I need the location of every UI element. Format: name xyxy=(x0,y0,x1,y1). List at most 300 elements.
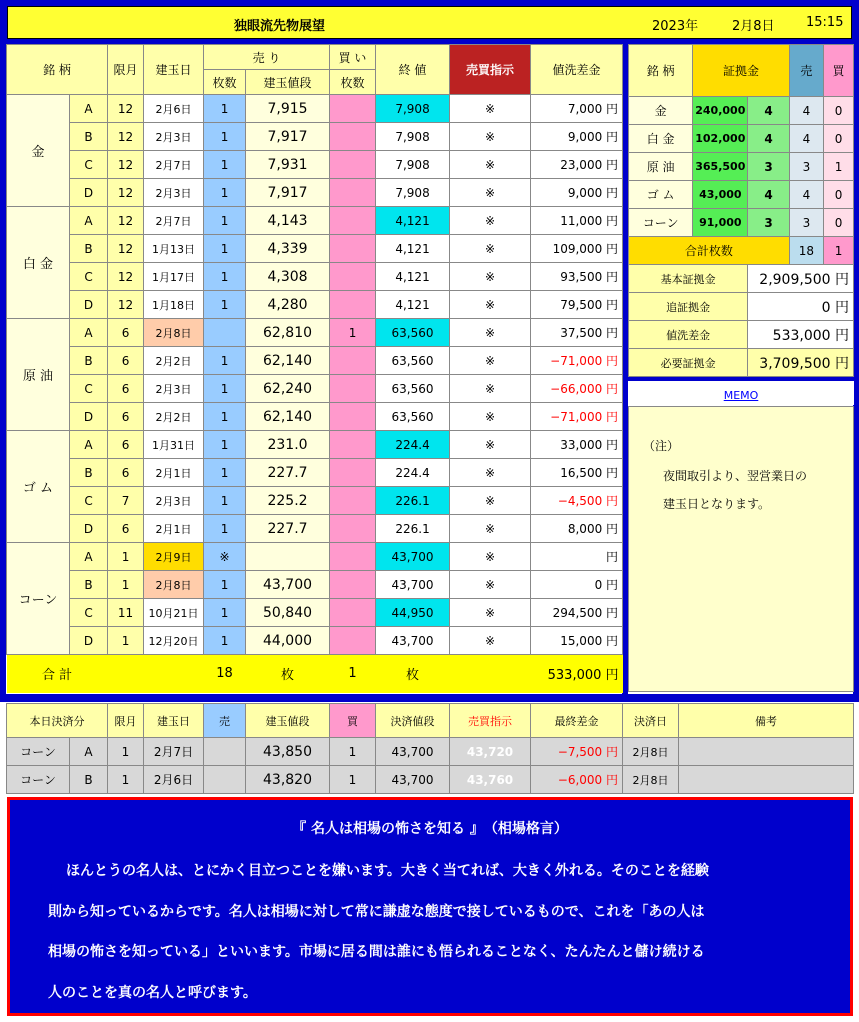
summary-value: 533,000 円 xyxy=(748,321,854,349)
margin-buy: 0 xyxy=(824,97,854,125)
row-date: 10月21日 xyxy=(144,599,204,627)
row-price: 7,917 xyxy=(246,123,330,151)
row-buy-qty xyxy=(330,151,376,179)
row-buy-qty xyxy=(330,291,376,319)
row-date: 2月8日 xyxy=(144,571,204,599)
margin-buy: 1 xyxy=(824,153,854,181)
total-unit-sell: 枚 xyxy=(281,668,295,684)
margin-amount: 43,000 xyxy=(693,181,748,209)
row-price xyxy=(246,543,330,571)
header-maisu: 枚数 xyxy=(204,70,246,95)
margin-count: 3 xyxy=(748,209,789,237)
row-diff: 37,500 円 xyxy=(531,319,623,347)
margin-sell: 4 xyxy=(789,181,823,209)
row-date: 12月20日 xyxy=(144,627,204,655)
settle-row xyxy=(7,766,854,794)
row-sell-qty: 1 xyxy=(204,627,246,655)
row-sell-qty: 1 xyxy=(204,151,246,179)
margin-buy: 0 xyxy=(824,181,854,209)
settle-note xyxy=(679,766,854,794)
row-diff: −4,500 円 xyxy=(531,487,623,515)
row-buy-qty xyxy=(330,543,376,571)
row-price: 4,339 xyxy=(246,235,330,263)
row-sell-qty: 1 xyxy=(204,235,246,263)
row-sell-qty: 1 xyxy=(204,291,246,319)
settle-header-final-diff: 最終差金 xyxy=(531,704,623,738)
settle-header-kai: 買 xyxy=(330,704,376,738)
row-sub: B xyxy=(70,571,108,599)
row-close: 63,560 xyxy=(376,347,450,375)
table-row xyxy=(7,599,623,627)
memo-line-2: 夜間取引より、翌営業日の xyxy=(663,469,808,483)
margin-row xyxy=(629,125,854,153)
row-close: 43,700 xyxy=(376,627,450,655)
row-month: 11 xyxy=(108,599,144,627)
row-month: 6 xyxy=(108,459,144,487)
row-diff: 109,000 円 xyxy=(531,235,623,263)
settle-price: 43,850 xyxy=(246,738,330,766)
row-diff: 円 xyxy=(531,543,623,571)
positions-table xyxy=(6,44,623,693)
settle-header-note: 備考 xyxy=(679,704,854,738)
row-instruction: ※ xyxy=(450,347,531,375)
row-diff: −71,000 円 xyxy=(531,347,623,375)
settle-diff: −6,000 円 xyxy=(531,766,623,794)
table-row xyxy=(7,571,623,599)
row-sub: C xyxy=(70,151,108,179)
memo-panel xyxy=(628,406,854,692)
row-buy-qty xyxy=(330,263,376,291)
row-close: 4,121 xyxy=(376,235,450,263)
margin-total-sell: 18 xyxy=(789,237,823,265)
margin-count: 4 xyxy=(748,181,789,209)
settle-header-price: 建玉値段 xyxy=(246,704,330,738)
row-price: 4,143 xyxy=(246,207,330,235)
row-diff: 15,000 円 xyxy=(531,627,623,655)
row-sell-qty: 1 xyxy=(204,375,246,403)
row-close: 7,908 xyxy=(376,179,450,207)
row-price: 44,000 xyxy=(246,627,330,655)
row-month: 7 xyxy=(108,487,144,515)
row-sub: B xyxy=(70,347,108,375)
proverb-line-4: 人のことを真の名人と呼びます。 xyxy=(48,985,257,1001)
margin-buy: 0 xyxy=(824,125,854,153)
row-date: 2月7日 xyxy=(144,151,204,179)
row-diff: 11,000 円 xyxy=(531,207,623,235)
memo-line-1: （注） xyxy=(643,439,680,453)
row-close: 43,700 xyxy=(376,571,450,599)
margin-amount: 240,000 xyxy=(693,97,748,125)
margin-count: 4 xyxy=(748,125,789,153)
row-instruction: ※ xyxy=(450,207,531,235)
margin-row xyxy=(629,153,854,181)
table-row xyxy=(7,543,623,571)
row-sell-qty: 1 xyxy=(204,459,246,487)
row-buy-qty xyxy=(330,627,376,655)
row-date: 2月3日 xyxy=(144,375,204,403)
margin-name: ゴ ム xyxy=(629,181,693,209)
table-row xyxy=(7,487,623,515)
header-tategyokubi: 建玉日 xyxy=(144,45,204,95)
settle-header-label: 本日決済分 xyxy=(7,704,108,738)
row-close: 4,121 xyxy=(376,263,450,291)
row-price: 62,140 xyxy=(246,347,330,375)
settle-header-tategyokubi: 建玉日 xyxy=(144,704,204,738)
settle-header-instruction: 売買指示 xyxy=(450,704,531,738)
row-date: 1月31日 xyxy=(144,431,204,459)
settle-buy: 1 xyxy=(330,766,376,794)
row-buy-qty xyxy=(330,431,376,459)
row-close: 43,700 xyxy=(376,543,450,571)
margin-amount: 365,500 xyxy=(693,153,748,181)
row-buy-qty xyxy=(330,207,376,235)
margin-row xyxy=(629,97,854,125)
row-diff: 7,000 円 xyxy=(531,95,623,123)
row-price: 4,280 xyxy=(246,291,330,319)
settle-name: コーン xyxy=(7,738,70,766)
settle-sign: 43,760 xyxy=(450,766,531,794)
commodity-name: コーン xyxy=(7,543,70,655)
settle-sell xyxy=(204,738,246,766)
summary-value: 0 円 xyxy=(748,293,854,321)
row-sell-qty: 1 xyxy=(204,431,246,459)
row-instruction: ※ xyxy=(450,235,531,263)
header-nearai-sagaku: 値洗差金 xyxy=(531,45,623,95)
row-date: 2月3日 xyxy=(144,487,204,515)
memo-link[interactable]: MEMO xyxy=(723,389,759,402)
memo-line-3: 建玉日となります。 xyxy=(663,497,771,511)
row-instruction: ※ xyxy=(450,431,531,459)
margin-sell: 3 xyxy=(789,153,823,181)
table-row xyxy=(7,207,623,235)
row-diff: 93,500 円 xyxy=(531,263,623,291)
row-close: 4,121 xyxy=(376,207,450,235)
row-price: 43,700 xyxy=(246,571,330,599)
table-row xyxy=(7,515,623,543)
page-title: 独眼流先物展望 xyxy=(234,19,326,34)
table-row xyxy=(7,263,623,291)
table-row xyxy=(7,151,623,179)
summary-value: 2,909,500 円 xyxy=(748,265,854,293)
row-date: 2月2日 xyxy=(144,403,204,431)
margin-header-shokokin: 証拠金 xyxy=(693,45,789,97)
settle-date: 2月7日 xyxy=(144,738,204,766)
table-row xyxy=(7,179,623,207)
table-row xyxy=(7,431,623,459)
row-month: 1 xyxy=(108,627,144,655)
settle-note xyxy=(679,738,854,766)
row-sub: D xyxy=(70,403,108,431)
summary-label: 値洗差金 xyxy=(629,321,748,349)
row-month: 6 xyxy=(108,515,144,543)
row-month: 6 xyxy=(108,431,144,459)
row-sell-qty: 1 xyxy=(204,263,246,291)
row-month: 6 xyxy=(108,375,144,403)
frame-bottom xyxy=(0,694,859,702)
row-price: 225.2 xyxy=(246,487,330,515)
settle-month: 1 xyxy=(108,738,144,766)
top-bar xyxy=(0,0,859,44)
table-row xyxy=(7,123,623,151)
header-uri: 売 り xyxy=(204,45,330,70)
row-close: 7,908 xyxy=(376,95,450,123)
header-maisu-buy: 枚数 xyxy=(330,70,376,95)
settle-row xyxy=(7,738,854,766)
row-sub: A xyxy=(70,95,108,123)
summary-value: 3,709,500 円 xyxy=(748,349,854,377)
row-sub: D xyxy=(70,179,108,207)
row-month: 6 xyxy=(108,347,144,375)
row-price: 231.0 xyxy=(246,431,330,459)
row-price: 227.7 xyxy=(246,515,330,543)
row-sell-qty: 1 xyxy=(204,599,246,627)
row-sell-qty: 1 xyxy=(204,95,246,123)
header-gengetsu: 限月 xyxy=(108,45,144,95)
row-diff: 9,000 円 xyxy=(531,179,623,207)
settle-sdate: 2月8日 xyxy=(623,766,679,794)
row-close: 7,908 xyxy=(376,151,450,179)
row-sub: C xyxy=(70,375,108,403)
row-date: 1月17日 xyxy=(144,263,204,291)
row-date: 1月13日 xyxy=(144,235,204,263)
row-date: 2月3日 xyxy=(144,123,204,151)
proverb-line-2: 則から知っているからです。名人は相場に対して常に謙虚な態度で接しているもので、これを「あの人は xyxy=(48,904,705,920)
margin-buy: 0 xyxy=(824,209,854,237)
row-close: 226.1 xyxy=(376,487,450,515)
proverb-line-1: ほんとうの名人は、とにかく目立つことを嫌います。大きく当てれば、大きく外れる。そのことを経験 xyxy=(66,863,709,879)
margin-sell: 3 xyxy=(789,209,823,237)
row-diff: 9,000 円 xyxy=(531,123,623,151)
row-close: 63,560 xyxy=(376,375,450,403)
settlement-table xyxy=(6,703,854,794)
row-sell-qty xyxy=(204,319,246,347)
margin-name: 金 xyxy=(629,97,693,125)
table-row xyxy=(7,627,623,655)
header-time: 15:15 xyxy=(806,15,844,30)
commodity-name: 金 xyxy=(7,95,70,207)
total-buy: 1 xyxy=(348,666,357,682)
row-price: 7,917 xyxy=(246,179,330,207)
row-diff: −66,000 円 xyxy=(531,375,623,403)
row-month: 12 xyxy=(108,235,144,263)
row-close: 44,950 xyxy=(376,599,450,627)
settle-name: コーン xyxy=(7,766,70,794)
margin-name: 白 金 xyxy=(629,125,693,153)
row-sell-qty: ※ xyxy=(204,543,246,571)
table-row xyxy=(7,291,623,319)
row-diff: 23,000 円 xyxy=(531,151,623,179)
row-sell-qty: 1 xyxy=(204,403,246,431)
summary-label: 基本証拠金 xyxy=(629,265,748,293)
row-buy-qty xyxy=(330,571,376,599)
row-sub: B xyxy=(70,235,108,263)
row-instruction: ※ xyxy=(450,627,531,655)
row-sub: B xyxy=(70,123,108,151)
row-instruction: ※ xyxy=(450,319,531,347)
margin-name: コーン xyxy=(629,209,693,237)
row-date: 2月1日 xyxy=(144,459,204,487)
row-diff: 8,000 円 xyxy=(531,515,623,543)
row-month: 1 xyxy=(108,571,144,599)
row-month: 12 xyxy=(108,95,144,123)
commodity-name: 白 金 xyxy=(7,207,70,319)
row-close: 226.1 xyxy=(376,515,450,543)
row-diff: 79,500 円 xyxy=(531,291,623,319)
settle-sub: B xyxy=(70,766,108,794)
row-diff: 33,000 円 xyxy=(531,431,623,459)
spacer xyxy=(108,655,204,693)
row-sub: A xyxy=(70,431,108,459)
row-buy-qty xyxy=(330,179,376,207)
settle-price: 43,820 xyxy=(246,766,330,794)
row-sell-qty: 1 xyxy=(204,487,246,515)
proverb-box xyxy=(7,797,853,1016)
row-buy-qty xyxy=(330,403,376,431)
row-sub: D xyxy=(70,627,108,655)
settle-sub: A xyxy=(70,738,108,766)
margin-sell: 4 xyxy=(789,125,823,153)
row-sell-qty: 1 xyxy=(204,347,246,375)
settle-diff: −7,500 円 xyxy=(531,738,623,766)
row-close: 224.4 xyxy=(376,431,450,459)
row-diff: 16,500 円 xyxy=(531,459,623,487)
row-instruction: ※ xyxy=(450,515,531,543)
margin-header-uri: 売 xyxy=(789,45,823,97)
settle-month: 1 xyxy=(108,766,144,794)
margin-header-meigara: 銘 柄 xyxy=(629,45,693,97)
margin-header-kai: 買 xyxy=(824,45,854,97)
row-sub: D xyxy=(70,515,108,543)
row-price: 62,810 xyxy=(246,319,330,347)
row-instruction: ※ xyxy=(450,123,531,151)
total-diff: 533,000 円 xyxy=(547,668,619,684)
row-date: 1月18日 xyxy=(144,291,204,319)
margin-count: 4 xyxy=(748,97,789,125)
margin-total-label: 合計枚数 xyxy=(629,237,790,265)
table-row xyxy=(7,375,623,403)
row-price: 62,240 xyxy=(246,375,330,403)
row-instruction: ※ xyxy=(450,375,531,403)
row-date: 2月3日 xyxy=(144,179,204,207)
table-row xyxy=(7,347,623,375)
row-sub: D xyxy=(70,291,108,319)
row-date: 2月8日 xyxy=(144,319,204,347)
row-sub: A xyxy=(70,207,108,235)
row-close: 7,908 xyxy=(376,123,450,151)
row-sell-qty: 1 xyxy=(204,123,246,151)
row-sell-qty: 1 xyxy=(204,207,246,235)
settle-header-gengetsu: 限月 xyxy=(108,704,144,738)
margin-name: 原 油 xyxy=(629,153,693,181)
table-row xyxy=(7,319,623,347)
row-sub: A xyxy=(70,319,108,347)
row-instruction: ※ xyxy=(450,403,531,431)
settle-date: 2月6日 xyxy=(144,766,204,794)
row-month: 1 xyxy=(108,543,144,571)
row-buy-qty xyxy=(330,95,376,123)
margin-row xyxy=(629,209,854,237)
row-buy-qty xyxy=(330,375,376,403)
header-meigara: 銘 柄 xyxy=(7,45,108,95)
proverb-line-3: 相場の怖さを知っている」といいます。市場に居る間は誰にも悟られることなく、たんたんと儲け続ける xyxy=(48,944,705,960)
spacer xyxy=(450,655,531,693)
row-close: 224.4 xyxy=(376,459,450,487)
row-buy-qty: 1 xyxy=(330,319,376,347)
row-instruction: ※ xyxy=(450,291,531,319)
margin-count: 3 xyxy=(748,153,789,181)
row-price: 227.7 xyxy=(246,459,330,487)
summary-label: 必要証拠金 xyxy=(629,349,748,377)
row-sub: C xyxy=(70,487,108,515)
header-kai: 買 い xyxy=(330,45,376,70)
row-instruction: ※ xyxy=(450,263,531,291)
settle-header-settle-date: 決済日 xyxy=(623,704,679,738)
row-month: 12 xyxy=(108,123,144,151)
header-baibai-shiji: 売買指示 xyxy=(450,45,531,95)
row-instruction: ※ xyxy=(450,599,531,627)
row-buy-qty xyxy=(330,599,376,627)
row-diff: 294,500 円 xyxy=(531,599,623,627)
row-sub: A xyxy=(70,543,108,571)
row-instruction: ※ xyxy=(450,179,531,207)
row-date: 2月2日 xyxy=(144,347,204,375)
row-date: 2月9日 xyxy=(144,543,204,571)
row-diff: 0 円 xyxy=(531,571,623,599)
margin-sell: 4 xyxy=(789,97,823,125)
summary-label: 追証拠金 xyxy=(629,293,748,321)
row-buy-qty xyxy=(330,123,376,151)
commodity-name: 原 油 xyxy=(7,319,70,431)
row-buy-qty xyxy=(330,515,376,543)
row-diff: −71,000 円 xyxy=(531,403,623,431)
row-sell-qty: 1 xyxy=(204,179,246,207)
row-sub: B xyxy=(70,459,108,487)
row-close: 63,560 xyxy=(376,403,450,431)
row-month: 6 xyxy=(108,403,144,431)
row-price: 7,915 xyxy=(246,95,330,123)
row-buy-qty xyxy=(330,459,376,487)
row-instruction: ※ xyxy=(450,151,531,179)
margin-total-buy: 1 xyxy=(824,237,854,265)
total-unit-buy: 枚 xyxy=(406,668,420,684)
margin-amount: 91,000 xyxy=(693,209,748,237)
row-month: 12 xyxy=(108,179,144,207)
row-sell-qty: 1 xyxy=(204,515,246,543)
row-month: 12 xyxy=(108,263,144,291)
title-box xyxy=(7,6,852,39)
settle-sdate: 2月8日 xyxy=(623,738,679,766)
settle-header-uri: 売 xyxy=(204,704,246,738)
row-month: 12 xyxy=(108,207,144,235)
row-date: 2月7日 xyxy=(144,207,204,235)
settle-header-settle-price: 決済値段 xyxy=(376,704,450,738)
row-instruction: ※ xyxy=(450,95,531,123)
table-row xyxy=(7,235,623,263)
header-owarine: 終 値 xyxy=(376,45,450,95)
row-month: 12 xyxy=(108,151,144,179)
row-price: 4,308 xyxy=(246,263,330,291)
margin-amount: 102,000 xyxy=(693,125,748,153)
row-buy-qty xyxy=(330,235,376,263)
row-instruction: ※ xyxy=(450,459,531,487)
total-sell: 18 xyxy=(216,666,233,682)
row-date: 2月1日 xyxy=(144,515,204,543)
margin-table xyxy=(628,44,854,377)
row-close: 4,121 xyxy=(376,291,450,319)
table-row xyxy=(7,403,623,431)
header-year: 2023年 xyxy=(652,19,699,34)
margin-row xyxy=(629,181,854,209)
